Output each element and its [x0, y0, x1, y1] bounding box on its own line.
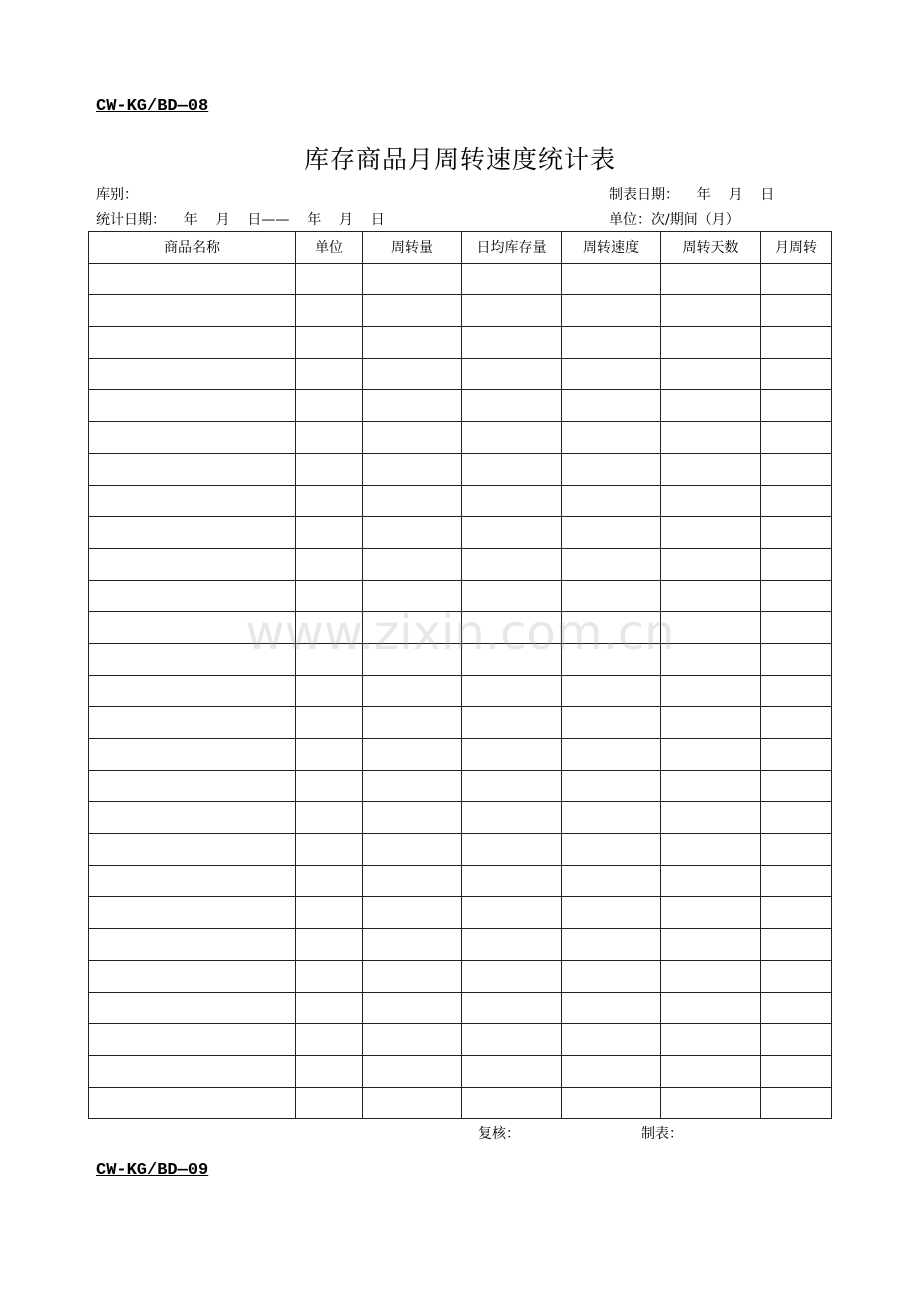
table-cell [363, 548, 462, 580]
table-cell [89, 1087, 296, 1119]
table-row [89, 929, 832, 961]
table-cell [661, 802, 761, 834]
table-cell [363, 295, 462, 327]
table-cell [562, 802, 661, 834]
table-cell [761, 675, 832, 707]
table-cell [761, 295, 832, 327]
table-cell [661, 612, 761, 644]
table-cell [562, 453, 661, 485]
table-cell [296, 802, 363, 834]
table-cell [661, 390, 761, 422]
table-cell [661, 865, 761, 897]
table-cell [562, 1055, 661, 1087]
table-cell [296, 358, 363, 390]
table-cell [296, 770, 363, 802]
table-cell [462, 897, 562, 929]
table-cell [761, 1055, 832, 1087]
table-cell [562, 548, 661, 580]
table-cell [462, 612, 562, 644]
table-cell [363, 358, 462, 390]
table-cell [661, 580, 761, 612]
header-turnover-days: 周转天数 [661, 232, 761, 264]
table-cell [296, 929, 363, 961]
table-cell [462, 453, 562, 485]
table-cell [761, 1087, 832, 1119]
table-header-row [89, 232, 832, 264]
table-cell [363, 675, 462, 707]
table-cell [363, 390, 462, 422]
table-cell [562, 517, 661, 549]
table-cell [296, 295, 363, 327]
table-cell [761, 263, 832, 295]
table-cell [661, 517, 761, 549]
table-cell [661, 263, 761, 295]
table-cell [296, 739, 363, 771]
turnover-table [88, 231, 832, 1119]
table-row [89, 992, 832, 1024]
table-cell [89, 580, 296, 612]
table-cell [296, 485, 363, 517]
table-cell [462, 517, 562, 549]
table-cell [562, 612, 661, 644]
table-cell [462, 263, 562, 295]
table-cell [89, 897, 296, 929]
watermark: www.zixin.com.cn [245, 605, 675, 661]
table-cell [296, 707, 363, 739]
table-cell [462, 675, 562, 707]
table-row [89, 707, 832, 739]
table-row [89, 358, 832, 390]
table-cell [761, 453, 832, 485]
table-row [89, 263, 832, 295]
table-cell [661, 929, 761, 961]
table-row [89, 390, 832, 422]
table-row [89, 580, 832, 612]
table-cell [363, 929, 462, 961]
table-cell [363, 739, 462, 771]
table-cell [363, 865, 462, 897]
table-cell [761, 802, 832, 834]
table-cell [363, 327, 462, 359]
table-cell [462, 929, 562, 961]
table-row [89, 612, 832, 644]
table-cell [761, 548, 832, 580]
table-cell [296, 1055, 363, 1087]
header-turnover-speed: 周转速度 [562, 232, 661, 264]
table-cell [661, 453, 761, 485]
table-cell [363, 960, 462, 992]
make-date-label: 制表日期： 年 月 日 [609, 187, 775, 203]
table-cell [89, 770, 296, 802]
table-row [89, 865, 832, 897]
table-cell [363, 453, 462, 485]
table-cell [296, 960, 363, 992]
table-cell [462, 1087, 562, 1119]
table-cell [761, 960, 832, 992]
table-cell [562, 770, 661, 802]
table-cell [661, 897, 761, 929]
table-row [89, 1024, 832, 1056]
table-row [89, 453, 832, 485]
table-cell [296, 834, 363, 866]
table-cell [89, 739, 296, 771]
table-cell [562, 739, 661, 771]
table-row [89, 739, 832, 771]
table-cell [661, 770, 761, 802]
table-cell [462, 834, 562, 866]
table-cell [89, 422, 296, 454]
table-cell [562, 707, 661, 739]
table-cell [363, 580, 462, 612]
table-cell [562, 643, 661, 675]
page-title: 库存商品月周转速度统计表 [303, 145, 616, 174]
table-cell [562, 960, 661, 992]
table-row [89, 485, 832, 517]
document-code-bottom: CW-KG/BD—09 [96, 1161, 209, 1180]
table-cell [761, 834, 832, 866]
table-cell [89, 548, 296, 580]
table-row [89, 1055, 832, 1087]
table-cell [363, 1055, 462, 1087]
table-cell [462, 548, 562, 580]
table-cell [661, 548, 761, 580]
table-cell [761, 580, 832, 612]
table-cell [562, 485, 661, 517]
table-cell [661, 707, 761, 739]
table-cell [89, 992, 296, 1024]
table-cell [562, 358, 661, 390]
table-cell [296, 390, 363, 422]
table-cell [296, 580, 363, 612]
statistics-date-label: 统计日期： 年 月 日—— 年 月 日 [96, 212, 385, 228]
table-cell [761, 612, 832, 644]
table-cell [661, 992, 761, 1024]
table-cell [89, 327, 296, 359]
table-cell [296, 865, 363, 897]
table-cell [462, 992, 562, 1024]
table-cell [363, 770, 462, 802]
table-cell [562, 675, 661, 707]
table-cell [661, 960, 761, 992]
table-cell [363, 834, 462, 866]
table-cell [661, 485, 761, 517]
table-cell [363, 643, 462, 675]
table-cell [562, 263, 661, 295]
table-cell [761, 992, 832, 1024]
table-cell [296, 675, 363, 707]
review-label: 复核： [478, 1126, 520, 1142]
table-cell [89, 834, 296, 866]
table-cell [562, 580, 661, 612]
maker-label: 制表： [641, 1126, 683, 1142]
table-row [89, 834, 832, 866]
table-cell [462, 865, 562, 897]
table-cell [296, 612, 363, 644]
table-cell [661, 358, 761, 390]
table-cell [296, 992, 363, 1024]
table-cell [462, 1024, 562, 1056]
table-cell [363, 707, 462, 739]
table-cell [761, 327, 832, 359]
table-cell [89, 485, 296, 517]
table-cell [562, 1087, 661, 1119]
table-cell [761, 739, 832, 771]
table-row [89, 295, 832, 327]
table-cell [562, 929, 661, 961]
table-cell [761, 707, 832, 739]
table-cell [89, 517, 296, 549]
table-row [89, 960, 832, 992]
header-turnover-volume: 周转量 [363, 232, 462, 264]
table-cell [462, 770, 562, 802]
table-row [89, 327, 832, 359]
table-cell [462, 960, 562, 992]
table-cell [89, 390, 296, 422]
table-row [89, 422, 832, 454]
table-cell [661, 1055, 761, 1087]
table-cell [89, 675, 296, 707]
table-cell [562, 834, 661, 866]
table-cell [89, 263, 296, 295]
table-cell [761, 485, 832, 517]
table-cell [296, 897, 363, 929]
table-cell [296, 263, 363, 295]
table-cell [363, 612, 462, 644]
table-cell [363, 897, 462, 929]
table-cell [562, 390, 661, 422]
table-cell [296, 548, 363, 580]
table-row [89, 897, 832, 929]
table-cell [761, 897, 832, 929]
table-cell [661, 834, 761, 866]
table-cell [296, 422, 363, 454]
table-row [89, 643, 832, 675]
header-unit: 单位 [296, 232, 363, 264]
table-cell [89, 643, 296, 675]
table-cell [661, 739, 761, 771]
table-cell [661, 295, 761, 327]
unit-label: 单位：次/期间（月） [609, 212, 740, 228]
table-cell [761, 390, 832, 422]
table-cell [89, 1024, 296, 1056]
table-cell [462, 295, 562, 327]
table-cell [363, 992, 462, 1024]
table-cell [462, 802, 562, 834]
table-row [89, 517, 832, 549]
table-cell [296, 517, 363, 549]
table-cell [761, 422, 832, 454]
table-cell [89, 802, 296, 834]
table-cell [296, 643, 363, 675]
table-cell [462, 485, 562, 517]
table-cell [89, 865, 296, 897]
table-cell [363, 517, 462, 549]
table-cell [761, 517, 832, 549]
table-cell [462, 327, 562, 359]
table-cell [462, 707, 562, 739]
table-cell [661, 643, 761, 675]
header-monthly-turnover: 月周转 [761, 232, 832, 264]
table-cell [661, 422, 761, 454]
table-cell [562, 295, 661, 327]
table-body [89, 263, 832, 1119]
table-cell [562, 1024, 661, 1056]
table-row [89, 1087, 832, 1119]
table-cell [761, 865, 832, 897]
table-cell [462, 358, 562, 390]
table-cell [296, 1087, 363, 1119]
table-cell [89, 612, 296, 644]
table-cell [462, 643, 562, 675]
table-cell [562, 422, 661, 454]
table-cell [462, 739, 562, 771]
table-cell [661, 327, 761, 359]
table-cell [661, 1024, 761, 1056]
table-cell [462, 390, 562, 422]
table-cell [661, 1087, 761, 1119]
table-cell [363, 485, 462, 517]
table-cell [462, 422, 562, 454]
table-cell [761, 770, 832, 802]
table-row [89, 548, 832, 580]
table-cell [89, 358, 296, 390]
table-cell [462, 580, 562, 612]
table-cell [363, 263, 462, 295]
table-cell [363, 1087, 462, 1119]
table-cell [562, 992, 661, 1024]
header-daily-avg-inventory: 日均库存量 [462, 232, 562, 264]
table-cell [296, 1024, 363, 1056]
warehouse-label: 库别： [96, 187, 138, 203]
table-cell [562, 865, 661, 897]
table-cell [363, 1024, 462, 1056]
table-cell [761, 1024, 832, 1056]
table-cell [562, 327, 661, 359]
table-cell [89, 960, 296, 992]
table-row [89, 675, 832, 707]
table-cell [296, 453, 363, 485]
table-row [89, 770, 832, 802]
table-cell [761, 643, 832, 675]
table-cell [562, 897, 661, 929]
table-cell [761, 929, 832, 961]
table-cell [296, 327, 363, 359]
table-row [89, 802, 832, 834]
document-code-top: CW-KG/BD—08 [96, 97, 209, 116]
table-cell [89, 929, 296, 961]
table-cell [462, 1055, 562, 1087]
table-cell [89, 707, 296, 739]
table-cell [363, 802, 462, 834]
table-cell [761, 358, 832, 390]
header-product-name: 商品名称 [89, 232, 296, 264]
table-cell [661, 675, 761, 707]
table-cell [89, 295, 296, 327]
table-cell [363, 422, 462, 454]
table-cell [89, 453, 296, 485]
table-cell [89, 1055, 296, 1087]
